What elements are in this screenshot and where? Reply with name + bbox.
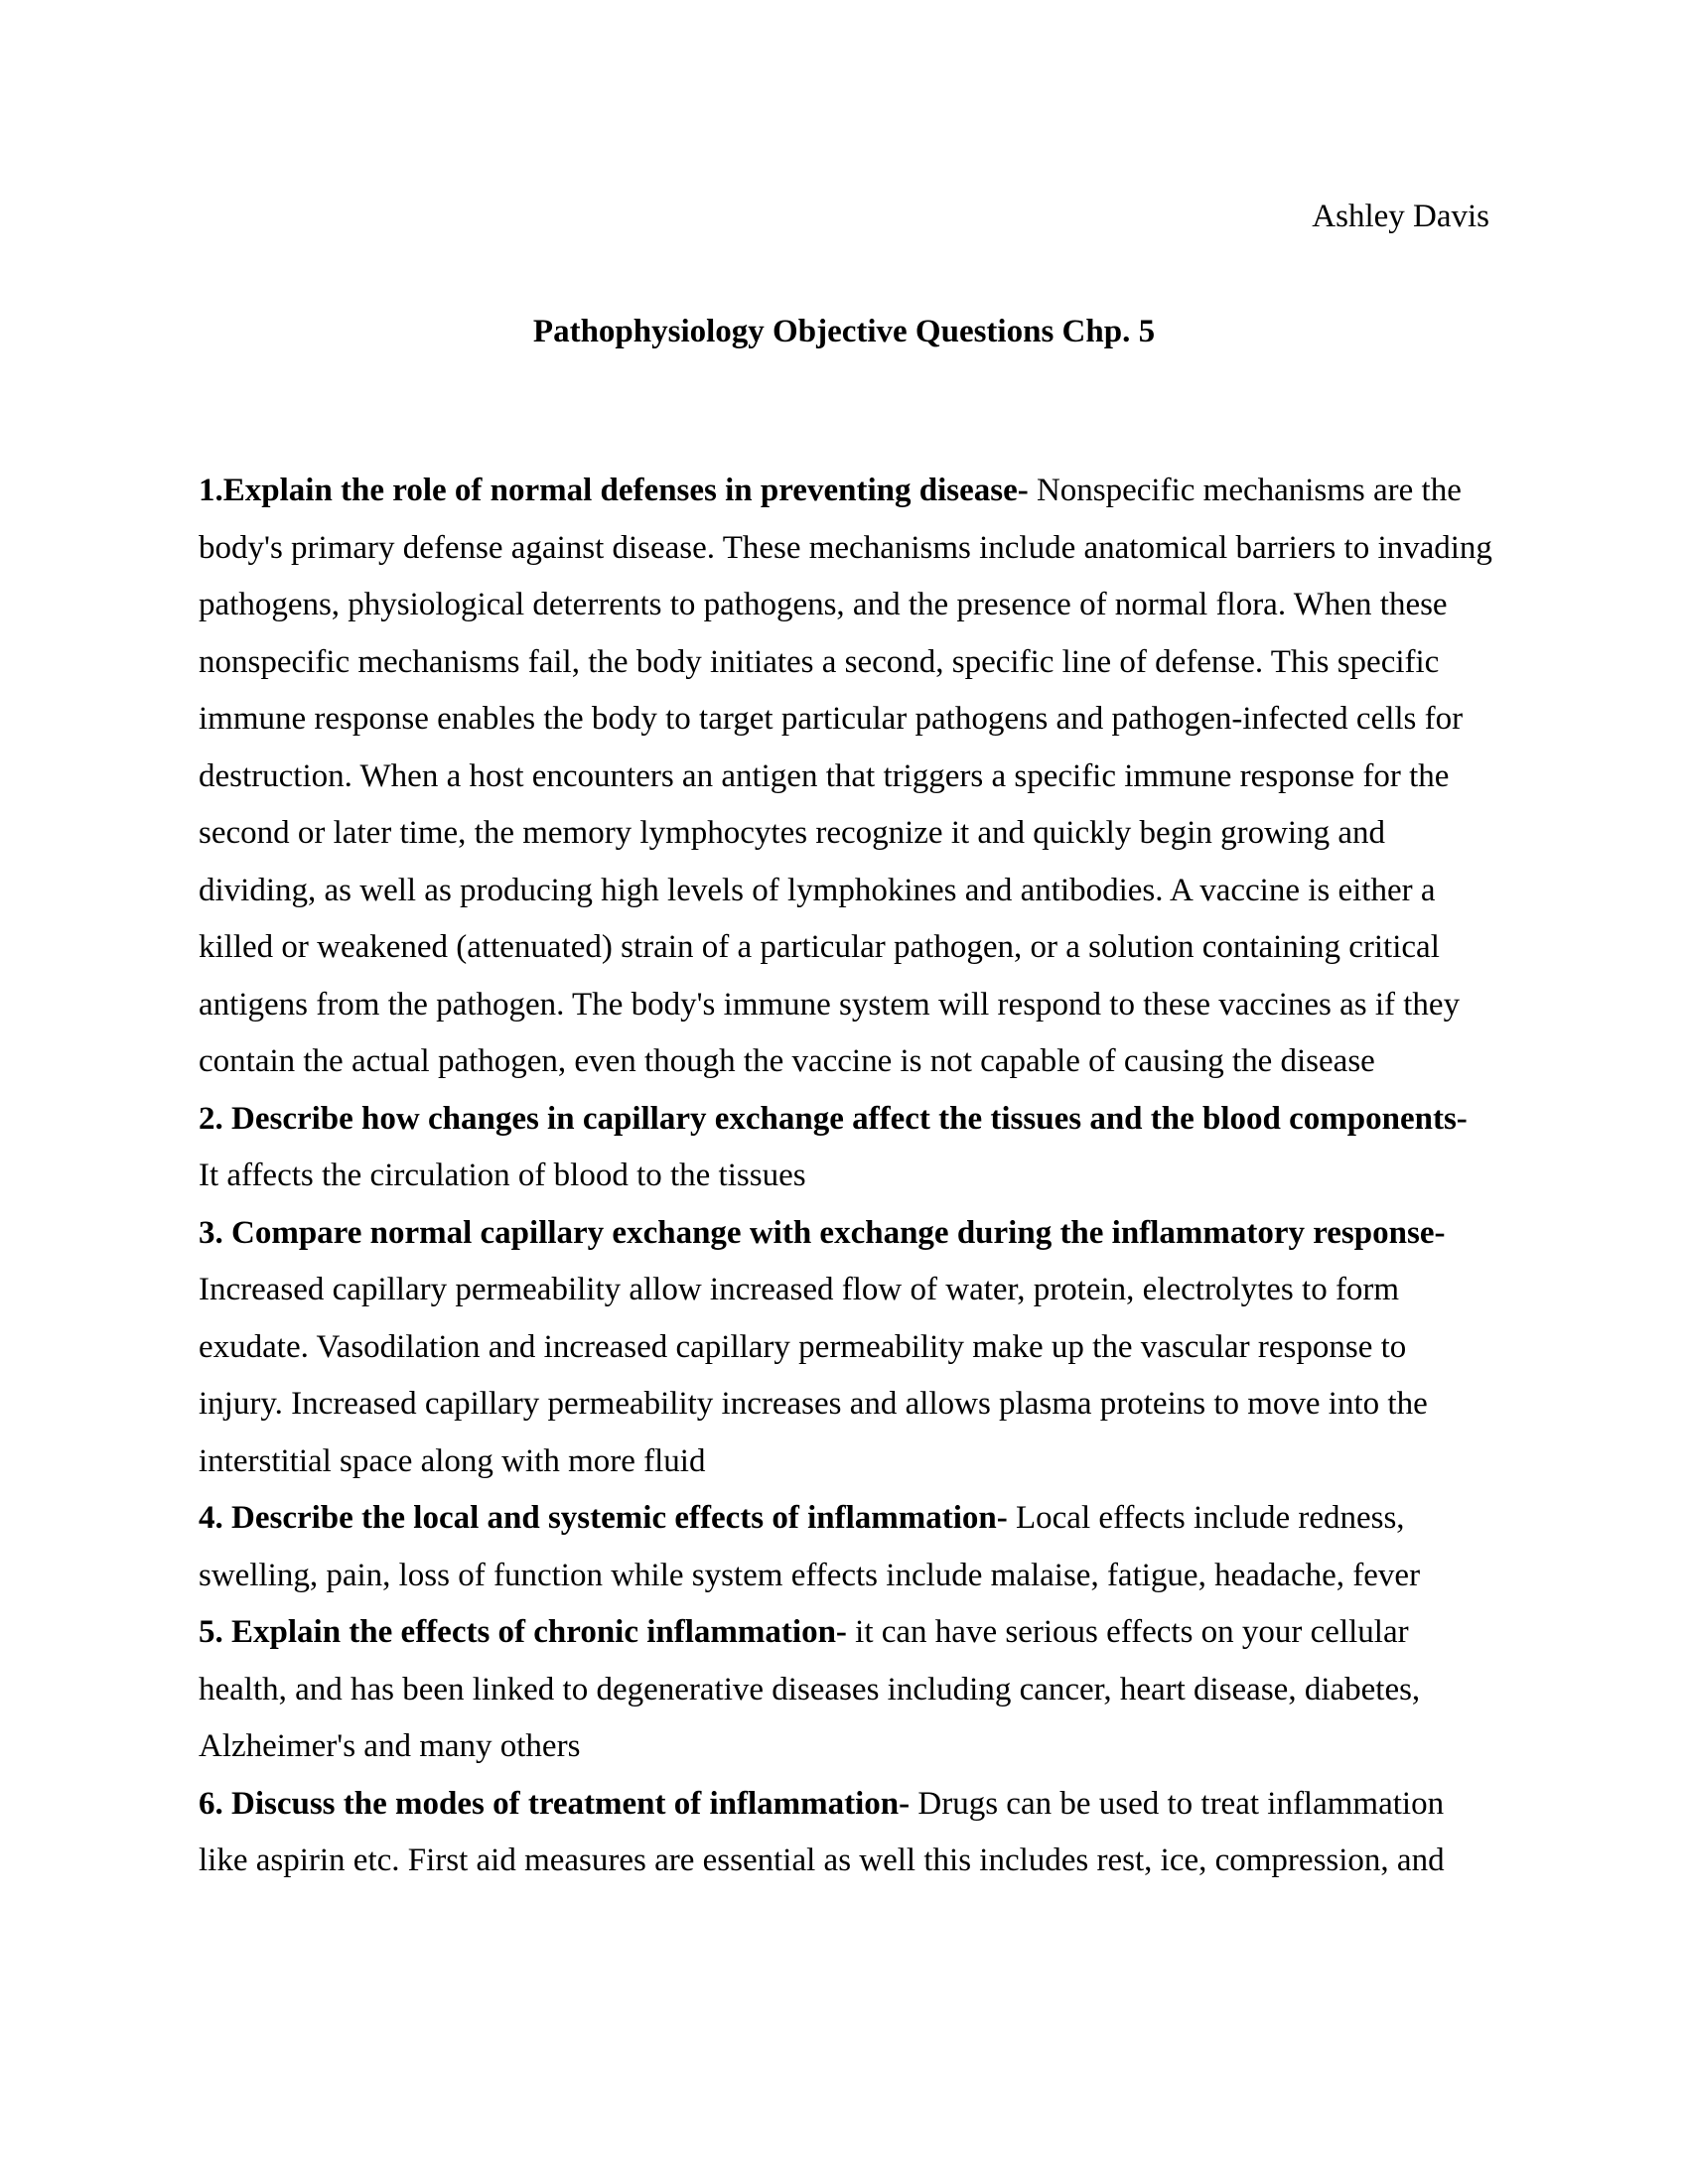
question-2-prompt: 2. Describe how changes in capillary exchange affect the tissues and the blood components- [199, 1100, 1468, 1137]
question-5-prompt: 5. Explain the effects of chronic inflammation- [199, 1614, 847, 1650]
questions-list [199, 463, 1494, 1890]
question-4-prompt: 4. Describe the local and systemic effects of inflammation- [199, 1500, 1008, 1536]
question-5 [199, 1604, 1494, 1776]
question-1-prompt: 1.Explain the role of normal defenses in preventing disease- [199, 473, 1029, 508]
question-2 [199, 1091, 1494, 1205]
question-4-answer: Local effects include redness, swelling, pain, loss of function while system effects include malaise, fatigue, headache, fever [199, 1500, 1421, 1593]
question-6-prompt: 6. Discuss the modes of treatment of inflammation- [199, 1785, 911, 1822]
question-3-answer: Increased capillary permeability allow increased flow of water, protein, electrolytes to form exudate. Vasodilation and increased capillary permeability make up the vascular response to injury. Increased capillary permeability increases and allows plasma proteins to move into the interstitial space along with more fluid [199, 1272, 1428, 1479]
question-4 [199, 1490, 1494, 1604]
document-title: Pathophysiology Objective Questions Chp. 5 [532, 314, 1156, 349]
question-6-answer: Drugs can be used to treat inflammation like aspirin etc. First aid measures are essential as well this includes rest, ice, compression, and [199, 1785, 1445, 1878]
question-3-prompt: 3. Compare normal capillary exchange with exchange during the inflammatory response- [199, 1214, 1446, 1251]
question-5-answer: it can have serious effects on your cellular health, and has been linked to degenerative diseases including cancer, heart disease, diabetes, Alzheimer's and many others [199, 1614, 1421, 1764]
question-6 [199, 1776, 1494, 1890]
question-1-answer: Nonspecific mechanisms are the body's primary defense against disease. These mechanisms include anatomical barriers to invading pathogens, physiological deterrents to pathogens, and the presence of normal flora. When these nonspecific mechanisms fail, the body initiates a second, specific line of defense. This specific immune response enables the body to target particular pathogens and pathogen-infected cells for destruction. When a host encounters an antigen that triggers a specific immune response for the second or later time, the memory lymphocytes recognize it and quickly begin growing and dividing, as well as producing high levels of lymphokines and antibodies. A vaccine is either a killed or weakened (attenuated) strain of a particular pathogen, or a solution containing critical antigens from the pathogen. The body's immune system will respond to these vaccines as if they contain the actual pathogen, even though the vaccine is not capable of causing the disease [199, 473, 1492, 1079]
question-3 [199, 1205, 1494, 1491]
question-2-answer: It affects the circulation of blood to the tissues [199, 1158, 806, 1193]
author-name: Ashley Davis [1312, 199, 1489, 234]
question-1 [199, 463, 1494, 1091]
